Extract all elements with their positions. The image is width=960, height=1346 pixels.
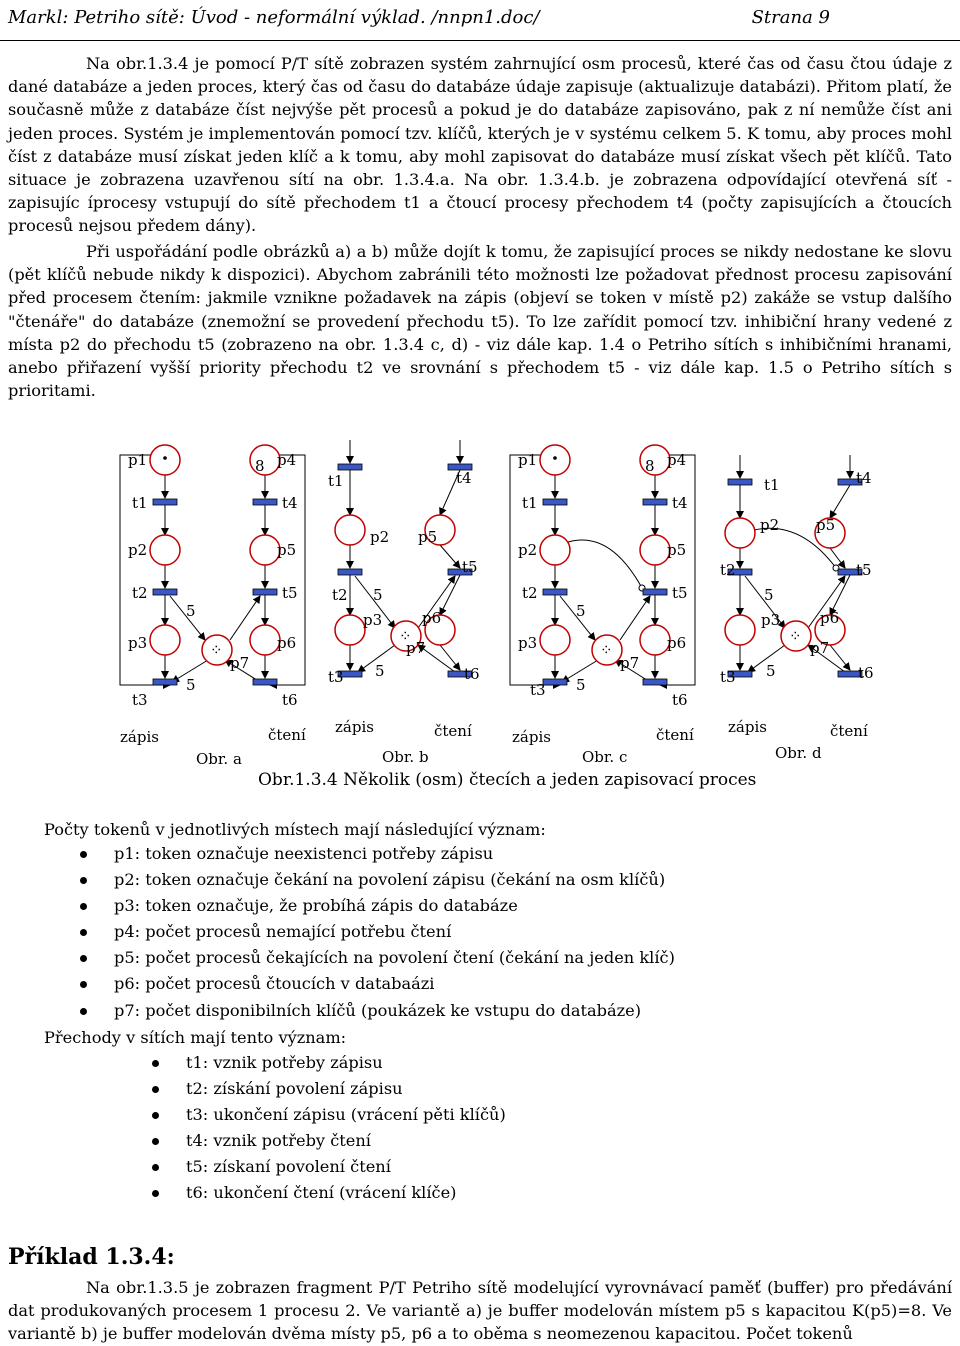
svg-text:p3: p3 (518, 634, 538, 652)
svg-text:p5: p5 (277, 541, 297, 559)
svg-text:p6: p6 (820, 609, 840, 627)
svg-text:t6: t6 (464, 665, 480, 683)
svg-text:čtení: čtení (656, 726, 694, 744)
svg-text:t1: t1 (328, 472, 344, 490)
petri-net-diagram (100, 420, 880, 770)
svg-text:t6: t6 (672, 691, 688, 709)
svg-text:Obr. d: Obr. d (775, 744, 822, 762)
svg-text:Obr. a: Obr. a (196, 750, 242, 768)
svg-text:p1: p1 (128, 451, 148, 469)
transitions-meaning-title: Přechody v sítích mají tento význam: (44, 1028, 347, 1047)
svg-text:zápis: zápis (120, 728, 159, 746)
svg-text:p4: p4 (277, 451, 297, 469)
svg-text:p6: p6 (277, 634, 297, 652)
svg-text:t3: t3 (328, 668, 344, 686)
list-item: p1: token označuje neexistenci potřeby zápisu (80, 841, 675, 867)
svg-text:t2: t2 (720, 561, 736, 579)
svg-text:5: 5 (373, 586, 383, 604)
svg-text:t1: t1 (522, 494, 538, 512)
svg-text:p4: p4 (667, 451, 687, 469)
svg-text:p2: p2 (518, 541, 538, 559)
svg-text:t5: t5 (462, 558, 478, 576)
svg-text:Obr. b: Obr. b (382, 748, 429, 766)
svg-text:p7: p7 (620, 654, 640, 672)
list-item: p7: počet disponibilních klíčů (poukázek ke vstupu do databáze) (80, 998, 675, 1024)
svg-text:t2: t2 (332, 586, 348, 604)
list-item: t5: získaní povolení čtení (152, 1154, 506, 1180)
svg-text:zápis: zápis (728, 718, 767, 736)
paragraph-priority: Při uspořádání podle obrázků a) a b) může dojít k tomu, že zapisující proces se nikdy nedostane ke slovu (pět klíčů nebude nikdy k dispozici). Abychom zabránili této možnosti lze požadovat přednost procesu zapisování před procesem čtením: jakmile vznikne požadavek na zápis (objeví se token v místě p2) zakáže se vstup dalšího "čtenáře" do databáze (znemožní se provedení přechodu t5). To lze zařídit pomocí tzv. inhibiční hrany vedené z místa p2 do přechodu t5 (zobrazeno na obr. 1.3.4 c, d) - viz dále kap. 1.4 o Petriho sítích s inhibičními hranami, anebo přiřazení vyšší priority přechodu t2 ve srovnání s přechodem t5 - viz dále kap. 1.5 o Petriho sítích s prioritami. (8, 242, 952, 401)
header-title: Markl: Petriho sítě: Úvod - neformální výklad. /nnpn1.doc/ (8, 7, 540, 28)
svg-text:p7: p7 (230, 654, 250, 672)
svg-text:t1: t1 (764, 476, 780, 494)
svg-text:t6: t6 (858, 664, 874, 682)
svg-text:t5: t5 (856, 561, 872, 579)
svg-text:t5: t5 (282, 584, 298, 602)
svg-text:čtení: čtení (268, 726, 306, 744)
svg-text:t4: t4 (456, 469, 472, 487)
svg-text:t3: t3 (720, 668, 736, 686)
net-d (720, 455, 874, 762)
svg-text:t4: t4 (282, 494, 298, 512)
svg-text:8: 8 (255, 457, 265, 475)
svg-text:t4: t4 (672, 494, 688, 512)
svg-text:p3: p3 (363, 611, 383, 629)
svg-text:p5: p5 (816, 516, 836, 534)
svg-text:p2: p2 (370, 528, 390, 546)
places-meaning-title: Počty tokenů v jednotlivých místech mají následující význam: (44, 820, 546, 839)
svg-text:p6: p6 (667, 634, 687, 652)
svg-text:5: 5 (764, 586, 774, 604)
page-header (0, 0, 960, 41)
svg-text:⁘: ⁘ (789, 627, 802, 645)
svg-text:p6: p6 (422, 609, 442, 627)
svg-text:5: 5 (186, 602, 196, 620)
svg-text:p5: p5 (667, 541, 687, 559)
list-item: p5: počet procesů čekajících na povolení čtení (čekání na jeden klíč) (80, 945, 675, 971)
svg-text:p1: p1 (518, 451, 538, 469)
svg-text:t1: t1 (132, 494, 148, 512)
svg-text:8: 8 (645, 457, 655, 475)
list-item: t6: ukončení čtení (vrácení klíče) (152, 1180, 506, 1206)
svg-text:Obr. c: Obr. c (582, 748, 628, 766)
petri-net-figure (100, 420, 880, 800)
svg-text:p2: p2 (760, 516, 780, 534)
list-item: t4: vznik potřeby čtení (152, 1128, 506, 1154)
example-heading: Příklad 1.3.4: (8, 1244, 175, 1270)
svg-text:⁘: ⁘ (600, 641, 613, 659)
svg-text:čtení: čtení (434, 722, 472, 740)
page-number: Strana 9 (751, 7, 830, 28)
places-meaning-list (80, 841, 675, 1024)
svg-text:zápis: zápis (335, 718, 374, 736)
net-c (510, 445, 695, 766)
svg-text:5: 5 (576, 602, 586, 620)
svg-text:t2: t2 (132, 584, 148, 602)
svg-text:t3: t3 (132, 691, 148, 709)
svg-text:p5: p5 (418, 528, 438, 546)
list-item: p3: token označuje, že probíhá zápis do databáze (80, 893, 675, 919)
net-a (120, 445, 306, 768)
svg-text:p2: p2 (128, 541, 148, 559)
transitions-meaning-list (152, 1050, 506, 1207)
figure-caption: Obr.1.3.4 Několik (osm) čtecích a jeden zapisovací proces (258, 770, 757, 790)
svg-text:5: 5 (375, 662, 385, 680)
svg-text:čtení: čtení (830, 722, 868, 740)
svg-text:p3: p3 (761, 611, 781, 629)
example-paragraph: Na obr.1.3.5 je zobrazen fragment P/T Petriho sítě modelující vyrovnávací paměť (buffer) pro předávání dat produkovaných procesem 1 procesu 2. Ve variantě a) je buffer modelován místem p5 s kapacitou K(p5)=8. Ve variantě b) je buffer modelován dvěma místy p5, p6 a to oběma s neomezenou kapacitou. Počet tokenů (8, 1278, 952, 1344)
net-b (328, 440, 480, 766)
svg-text:⁘: ⁘ (210, 641, 223, 659)
svg-text:t5: t5 (672, 584, 688, 602)
svg-text:p7: p7 (406, 639, 426, 657)
svg-text:5: 5 (186, 676, 196, 694)
svg-text:⁘: ⁘ (399, 627, 412, 645)
svg-text:zápis: zápis (512, 728, 551, 746)
list-item: t1: vznik potřeby zápisu (152, 1050, 506, 1076)
paragraph-intro: Na obr.1.3.4 je pomocí P/T sítě zobrazen systém zahrnující osm procesů, které čas od času čtou údaje z dané databáze a jeden proces, který čas od času do databáze údaje zapisuje (aktualizuje databázi). Přitom platí, že současně může z databáze číst nejvýše pět procesů a pokud je do databáze zapisováno, pak z ní nemůže číst ani jeden proces. Systém je implementován pomocí tzv. klíčů, kterých je v systému celkem 5. K tomu, aby proces mohl číst z databáze musí získat jeden klíč a k tomu, aby mohl zapisovat do databáze musí získat všech pět klíčů. Tato situace je zobrazena uzavřenou sítí na obr. 1.3.4.a. Na obr. 1.3.4.b. je zobrazena odpovídající otevřená síť - zapisujíc íprocesy vstupují do sítě přechodem t1 a čtoucí procesy přechodem t4 (počty zapisujících a čtoucích procesů nejsou předem dány). (8, 54, 952, 236)
svg-text:t3: t3 (530, 681, 546, 699)
svg-text:5: 5 (766, 662, 776, 680)
svg-text:5: 5 (576, 676, 586, 694)
list-item: t3: ukončení zápisu (vrácení pěti klíčů) (152, 1102, 506, 1128)
list-item: p4: počet procesů nemající potřebu čtení (80, 919, 675, 945)
svg-text:p3: p3 (128, 634, 148, 652)
svg-text:t2: t2 (522, 584, 538, 602)
list-item: p2: token označuje čekání na povolení zápisu (čekání na osm klíčů) (80, 867, 675, 893)
list-item: t2: získání povolení zápisu (152, 1076, 506, 1102)
svg-text:p7: p7 (810, 639, 830, 657)
list-item: p6: počet procesů čtoucích v databaázi (80, 971, 675, 997)
svg-text:t4: t4 (856, 469, 872, 487)
svg-text:t6: t6 (282, 691, 298, 709)
